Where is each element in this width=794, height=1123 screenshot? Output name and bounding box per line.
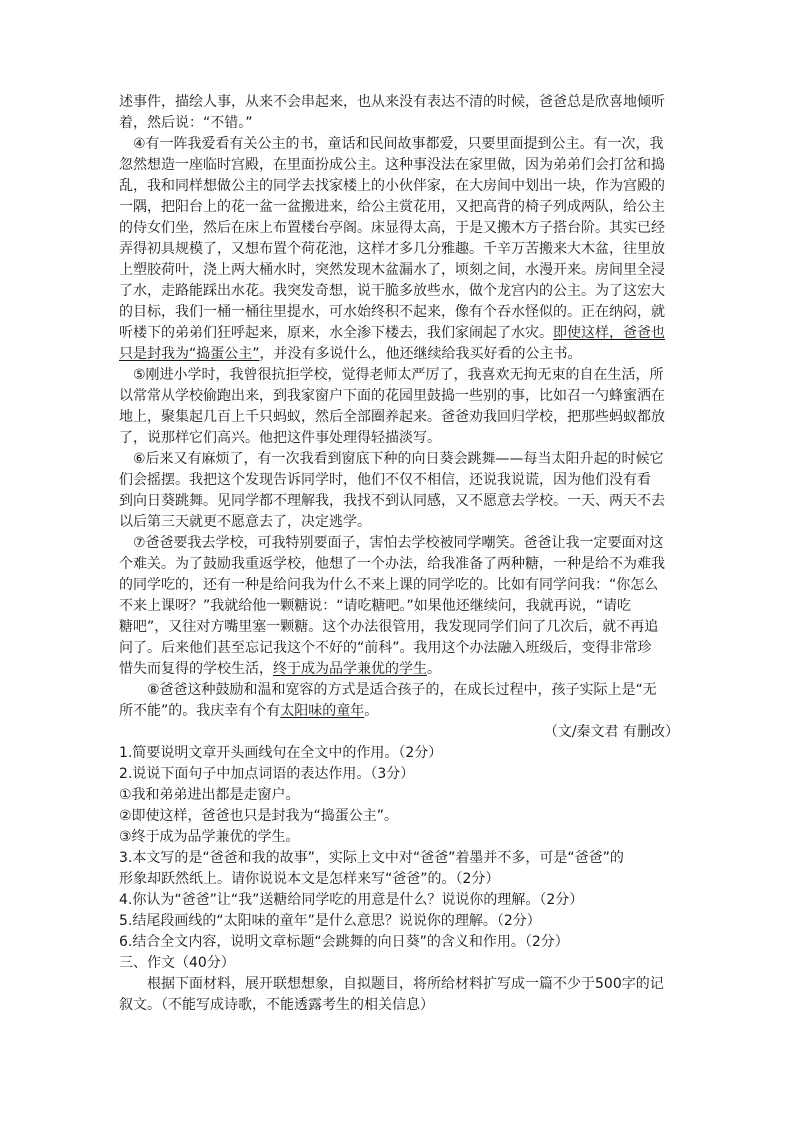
text-segment: 。	[427, 661, 441, 677]
question-item: 6.结合全文内容，说明文章标题“会跳舞的向日葵”的含义和作用。（2分）	[119, 934, 569, 950]
text-line: 不来上课呀？”我就给他一颗糖说：“请吃糖吧。”如果他还继续问，我就再说，“请吃	[119, 598, 632, 614]
text-line	[119, 701, 679, 722]
text-line: 个难关。为了鼓励我重返学校，他想了一个办法，给我准备了两种糖，一种是给不为难我	[119, 556, 665, 572]
text-line: 一隅，把阳台上的花一盆一盆搬进来，给公主赏花用，又把高背的椅子列成两队，给公主	[119, 199, 665, 215]
text-line: 乱，我和同样想做公主的同学去找家楼上的小伙伴家，在大房间中划出一块，作为宫殿的	[119, 178, 665, 194]
text-line	[119, 344, 679, 365]
paragraph-6	[119, 449, 679, 533]
text-line: 地上，聚集起几百上千只蚂蚁，然后全部圈养起来。爸爸劝我回归学校，把那些蚂蚁都放	[119, 409, 665, 425]
text-line: 叙文。（不能写成诗歌，不能透露考生的相关信息）	[119, 997, 434, 1013]
document-page	[119, 92, 679, 1016]
text-line: 以常常从学校偷跑出来，到我家窗户下面的花园里鼓捣一些别的事，比如召一勺蜂蜜洒在	[119, 388, 665, 404]
text-segment: ，并没有多说什么，他还继续给我买好看的公主书。	[259, 346, 582, 362]
text-line: ⑤刚进小学时，我曾很抗拒学校，觉得老师太严厉了，我喜欢无拘无束的自在生活，所	[133, 367, 664, 383]
text-line: 的目标，我们一桶一桶往里提水，可水始终积不起来，像有个吞水怪似的。正在纳闷，就	[119, 304, 665, 320]
question-item: 2.说说下面句子中加点词语的表达作用。（3分）	[119, 766, 415, 782]
text-segment: 所不能”的。我庆幸有个有	[119, 703, 281, 719]
text-line: 的同学吃的，还有一种是给问我为什么不来上课的同学吃的。比如有同学问我：“你怎么	[119, 577, 659, 593]
text-line	[119, 323, 679, 344]
paragraph-continued	[119, 92, 679, 134]
underlined-sentence: 只是封我为“捣蛋公主”	[119, 346, 260, 362]
question-item: 5.结尾段画线的“太阳味的童年”是什么意思？说说你的理解。（2分）	[119, 913, 541, 929]
question-item: 1.简要说明文章开头画线句在全文中的作用。（2分）	[119, 745, 443, 761]
text-line: ⑥后来又有麻烦了，有一次我看到窗底下种的向日葵会跳舞——每当太阳升起的时候它	[133, 451, 664, 467]
paragraph-8	[119, 680, 679, 722]
text-line: 了，说那样它们高兴。他把这件事处理得轻描淡写。	[119, 430, 441, 446]
text-line: 弄得初具规模了，又想布置个荷花池，这样才多几分雅趣。千辛万苦搬来大木盆，往里放	[119, 241, 665, 257]
text-line: 着，然后说：“不错。”	[119, 115, 253, 131]
text-segment: 。	[364, 703, 379, 719]
underlined-sentence: 即使这样，爸爸也	[553, 325, 665, 341]
text-segment: 听楼下的弟弟们狂呼起来，原来，水全渗下楼去，我们家闹起了水灾。	[119, 325, 553, 341]
text-line: ⑧爸爸这种鼓励和温和宽容的方式是适合孩子的，在成长过程中，孩子实际上是“无	[147, 682, 657, 698]
essay-prompt	[119, 974, 679, 1016]
text-line: 糖吧”，又往对方嘴里塞一颗糖。这个办法很管用，我发现同学们问了几次后，就不再追	[119, 619, 659, 635]
question-item: 形象却跃然纸上。请你说说本文是怎样来写“爸爸”的。（2分）	[119, 871, 500, 887]
text-line: 的侍女们坐，然后在床上布置楼台亭阁。床显得太高，于是又搬木方子搭台阶。其实已经	[119, 220, 665, 236]
text-line: 述事件，描绘人事，从来不会串起来，也从来没有表达不清的时候，爸爸总是欣喜地倾听	[119, 94, 665, 110]
text-line: 以后第三天就更不愿意去了，决定逃学。	[119, 514, 371, 530]
source-attribution: （文/秦文君 有删改）	[543, 724, 679, 740]
text-line: 上塑胶荷叶，浇上两大桶水时，突然发现木盆漏水了，顷刻之间，水漫开来。房间里全浸	[119, 262, 665, 278]
text-line: 了水，走路能踩出水花。我突发奇想，说干脆多放些水，做个龙宫内的公主。为了这宏大	[119, 283, 665, 299]
paragraph-4	[119, 134, 679, 365]
text-line: 到向日葵跳舞。见同学都不理解我，我找不到认同感，又不愿意去学校。一天、两天不去	[119, 493, 665, 509]
underlined-phrase: 终于成为品学兼优的学生	[273, 661, 427, 677]
text-line: 忽然想造一座临时宫殿，在里面扮成公主。这种事没法在家里做，因为弟弟们会打岔和捣	[119, 157, 665, 173]
question-list	[119, 743, 679, 953]
underlined-phrase: 太阳味的童年	[280, 703, 365, 719]
text-line: ⑦爸爸要我去学校，可我特别要面子，害怕去学校被同学嘲笑。爸爸让我一定要面对这	[133, 535, 664, 551]
text-line: 根据下面材料，展开联想想象，自拟题目，将所给材料扩写成一篇不少于500字的记	[147, 976, 664, 992]
question-subitem: ②即使这样，爸爸也只是封我为“捣蛋公主”。	[119, 808, 399, 824]
text-segment: 惜失而复得的学校生活，	[119, 661, 273, 677]
text-line: ④有一阵我爱看有关公主的书，童话和民间故事都爱，只要里面提到公主。有一次，我	[133, 136, 664, 152]
question-subitem: ③终于成为品学兼优的学生。	[119, 829, 300, 845]
question-subitem: ①我和弟弟进出都是走窗户。	[119, 787, 300, 803]
paragraph-5	[119, 365, 679, 449]
text-line: 问了。后来他们甚至忘记我这个不好的“前科”。我用这个办法融入班级后，变得非常珍	[119, 640, 652, 656]
text-line	[119, 659, 679, 680]
text-line: 们会摇摆。我把这个发现告诉同学时，他们不仅不相信，还说我说谎，因为他们没有看	[119, 472, 651, 488]
section-heading: 三、作文（40分）	[119, 955, 235, 971]
question-item: 3.本文写的是“爸爸和我的故事”，实际上文中对“爸爸”着墨并不多，可是“爸爸”的	[119, 850, 624, 866]
question-item: 4.你认为“爸爸”让“我”送糖给同学吃的用意是什么？说说你的理解。（2分）	[119, 892, 584, 908]
paragraph-7	[119, 533, 679, 680]
